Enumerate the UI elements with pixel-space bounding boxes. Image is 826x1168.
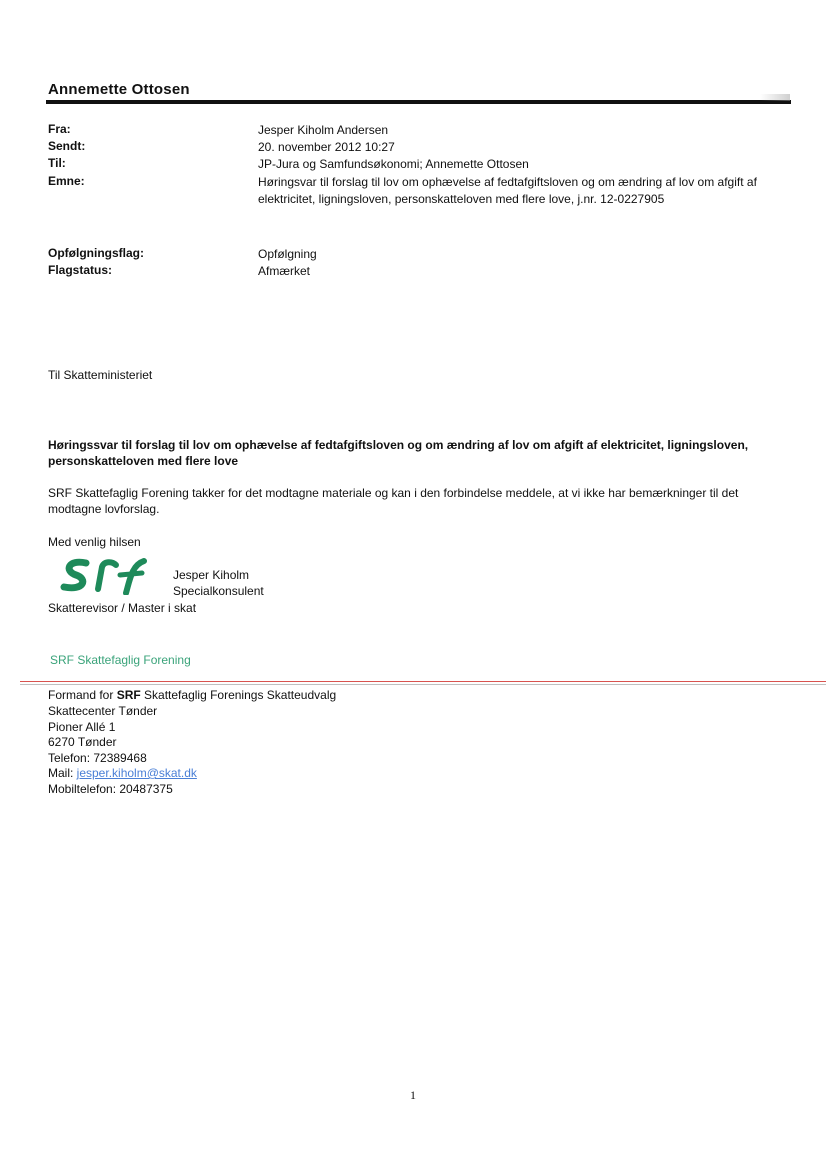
contact-role-prefix: Formand for xyxy=(48,688,117,702)
contact-mail-link[interactable]: jesper.kiholm@skat.dk xyxy=(76,766,197,780)
contact-role-suffix: Skattefaglig Forenings Skatteudvalg xyxy=(140,688,337,702)
signature-role: Specialkonsulent xyxy=(173,584,264,598)
subject-value: Høringsvar til forslag til lov om ophævelse af fedtafgiftsloven og om ændring af lov om afgift af elektricitet, ligningsloven, personskatteloven med flere love, j.nr. 12-0227905 xyxy=(258,175,757,206)
subject-label: Emne: xyxy=(48,174,85,188)
title-rule xyxy=(46,100,791,104)
contact-role-srf: SRF xyxy=(116,688,141,702)
body-paragraph: SRF Skattefaglig Forening takker for det modtagne materiale og kan i den forbindelse meddele, at vi ikke har bemærkninger til det modtagne lovforslag. xyxy=(48,486,739,516)
contact-phone: Telefon: 72389468 xyxy=(48,751,147,765)
contact-mail-label: Mail: xyxy=(48,766,77,780)
signature-name: Jesper Kiholm xyxy=(173,568,250,582)
title-rule-shadow xyxy=(760,94,790,101)
contact-mobile: Mobiltelefon: 20487375 xyxy=(48,782,173,796)
flag-status-label: Flagstatus: xyxy=(48,263,113,277)
association-name: SRF Skattefaglig Forening xyxy=(50,653,191,667)
contact-mail-line xyxy=(48,766,197,780)
followup-flag-label: Opfølgningsflag: xyxy=(48,246,144,260)
srf-logo-icon xyxy=(60,555,152,595)
sent-label: Sendt: xyxy=(48,139,86,153)
recipient-line: Til Skatteministeriet xyxy=(48,368,153,382)
page-number: 1 xyxy=(410,1088,416,1102)
from-label: Fra: xyxy=(48,122,71,136)
contact-city: 6270 Tønder xyxy=(48,735,117,749)
body-heading: Høringssvar til forslag til lov om ophævelse af fedtafgiftsloven og om ændring af lov om afgift af elektricitet, ligningsloven, personskatteloven med flere love xyxy=(48,438,749,468)
sent-value: 20. november 2012 10:27 xyxy=(258,140,395,154)
contact-street: Pioner Allé 1 xyxy=(48,720,116,734)
srf-logo xyxy=(60,555,152,595)
contact-role-line xyxy=(48,688,336,702)
greeting: Med venlig hilsen xyxy=(48,535,141,549)
followup-flag-value: Opfølgning xyxy=(258,247,317,261)
email-sender-title: Annemette Ottosen xyxy=(48,81,190,98)
from-value: Jesper Kiholm Andersen xyxy=(258,123,389,137)
separator-red xyxy=(20,681,826,682)
to-value: JP-Jura og Samfundsøkonomi; Annemette Ottosen xyxy=(258,157,529,171)
separator-gray xyxy=(20,684,826,685)
contact-office: Skattecenter Tønder xyxy=(48,704,158,718)
signature-title: Skatterevisor / Master i skat xyxy=(48,601,197,615)
flag-status-value: Afmærket xyxy=(258,264,311,278)
to-label: Til: xyxy=(48,156,66,170)
